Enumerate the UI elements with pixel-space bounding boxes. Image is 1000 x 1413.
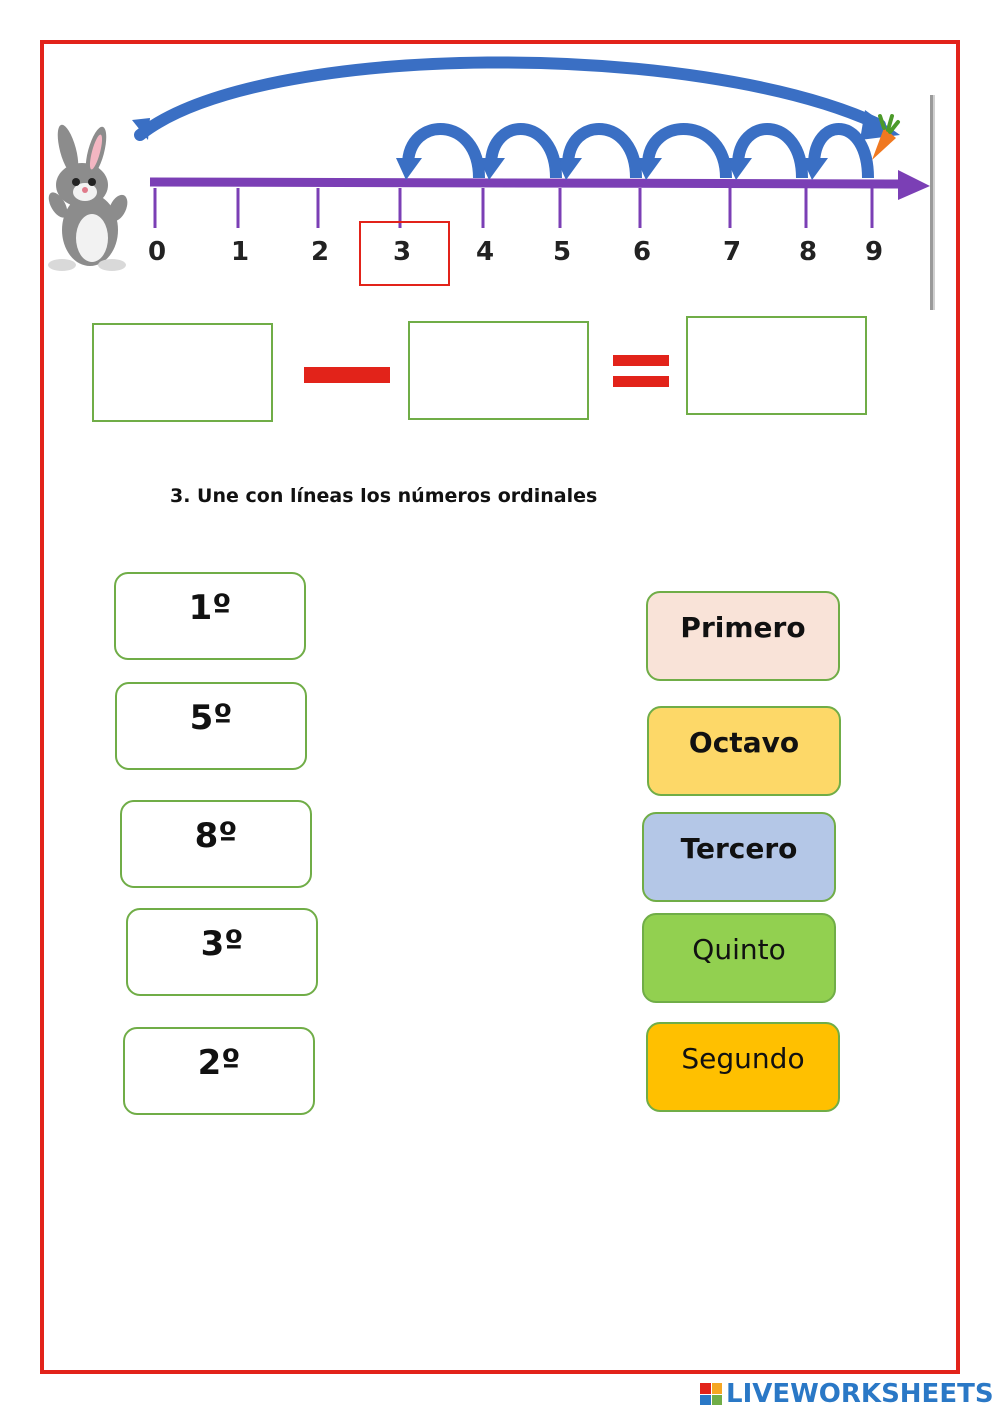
- tick-label-4: 4: [475, 237, 495, 267]
- hop-arrow-head-4: [396, 158, 422, 180]
- equals-sign-bottom: [613, 376, 669, 387]
- word-box-octavo[interactable]: [647, 706, 841, 796]
- hop-arrow-5-to-4: [491, 129, 556, 178]
- word-label: Octavo: [688, 726, 800, 759]
- ordinal-box-3[interactable]: [126, 908, 318, 996]
- liveworksheets-logo: [700, 1380, 994, 1408]
- hop-arrow-9-to-8: [814, 129, 868, 178]
- ordinal-label: 3º: [200, 924, 244, 964]
- axis-arrow-head: [898, 170, 930, 200]
- ordinal-label: 8º: [194, 816, 238, 856]
- equation-box-minuend[interactable]: [92, 323, 273, 422]
- tick-label-3: 3: [392, 237, 412, 267]
- minus-sign: [304, 367, 390, 383]
- hop-arrow-8-to-7: [738, 129, 802, 178]
- word-label: Segundo: [681, 1042, 805, 1075]
- tick-label-9: 9: [864, 237, 884, 267]
- bunny-icon: [45, 123, 131, 271]
- hop-arrow-7-to-6: [648, 129, 726, 178]
- hop-arrow-6-to-5: [568, 129, 636, 178]
- hop-arrows: [396, 129, 868, 180]
- hop-arrow-4-to-3: [408, 129, 479, 178]
- word-box-primero[interactable]: [646, 591, 840, 681]
- ordinal-box-2[interactable]: [123, 1027, 315, 1115]
- word-label: Primero: [680, 611, 806, 644]
- word-box-quinto[interactable]: [642, 913, 836, 1003]
- tick-label-5: 5: [552, 237, 572, 267]
- tick-labels: [148, 237, 883, 267]
- axis-line: [150, 182, 905, 184]
- tick-label-8: 8: [798, 237, 818, 267]
- ordinal-box-1[interactable]: [114, 572, 306, 660]
- tick-label-0: 0: [147, 237, 167, 267]
- ordinal-label: 2º: [197, 1043, 241, 1083]
- ticks: [155, 188, 872, 228]
- brand-name: LIVEWORKSHEETS: [726, 1379, 994, 1409]
- number-line: [0, 0, 1000, 300]
- equation-box-subtrahend[interactable]: [408, 321, 589, 420]
- word-label: Tercero: [680, 832, 798, 865]
- tick-label-2: 2: [310, 237, 330, 267]
- brand-grid-icon: [700, 1383, 722, 1405]
- equals-sign-top: [613, 355, 669, 366]
- ordinal-box-5[interactable]: [115, 682, 307, 770]
- ordinal-label: 5º: [189, 698, 233, 738]
- ordinal-box-8[interactable]: [120, 800, 312, 888]
- word-box-segundo[interactable]: [646, 1022, 840, 1112]
- word-label: Quinto: [692, 933, 786, 966]
- tick-label-1: 1: [230, 237, 250, 267]
- equation-box-result[interactable]: [686, 316, 867, 415]
- instruction-text: 3. Une con líneas los números ordinales: [170, 485, 598, 507]
- tick-label-7: 7: [722, 237, 742, 267]
- tick-label-6: 6: [632, 237, 652, 267]
- ordinal-label: 1º: [188, 588, 232, 628]
- word-box-tercero[interactable]: [642, 812, 836, 902]
